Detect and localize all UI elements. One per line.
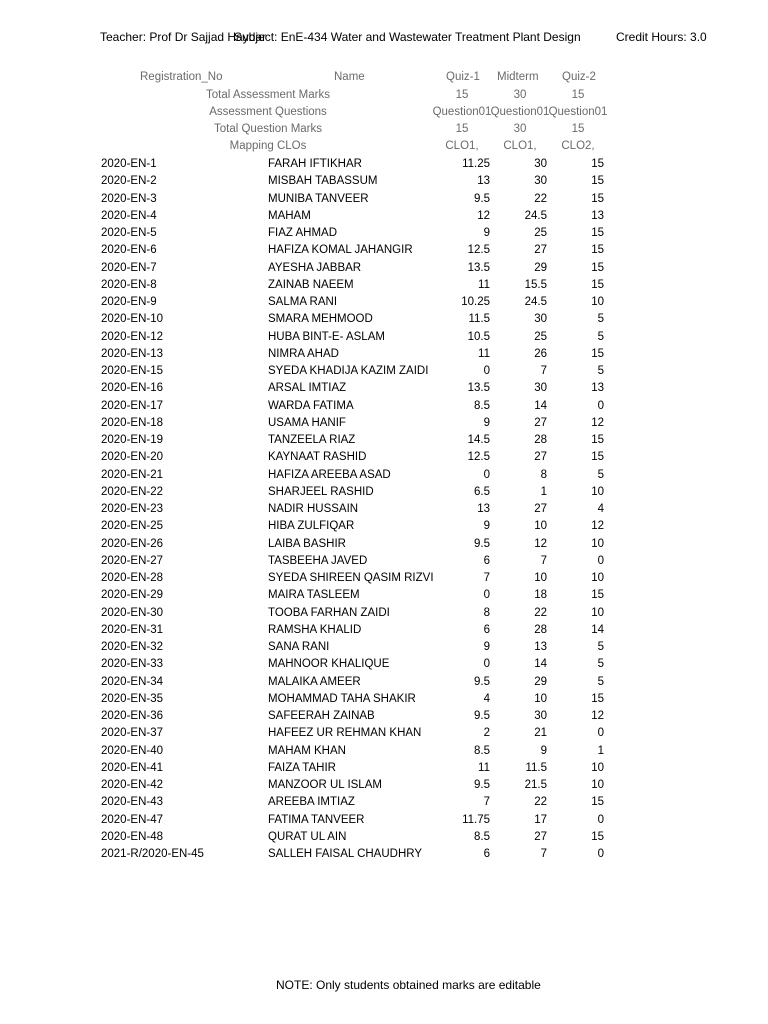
table-row [0,156,768,173]
meta-label: Mapping CLOs [229,140,307,152]
student-name-cell: TASBEEHA JAVED [268,554,368,567]
quiz2-mark-cell[interactable]: 4 [597,503,604,515]
midterm-mark-cell[interactable]: 21 [534,727,547,740]
quiz2-mark-cell[interactable]: 15 [591,261,604,274]
quiz1-mark-cell[interactable]: 9 [483,416,490,429]
meta-quiz2: CLO2, [561,140,595,152]
student-name-cell: FARAH IFTIKHAR [268,158,362,170]
quiz2-mark-cell[interactable]: 15 [591,589,604,602]
table-row [0,329,768,346]
student-name-cell: USAMA HANIF [268,416,346,429]
meta-quiz2: Question01 [548,106,608,118]
student-name-cell: HUBA BINT-E- ASLAM [268,330,385,343]
registration-cell: 2020-EN-17 [101,399,164,412]
registration-cell: 2020-EN-47 [101,813,164,826]
quiz1-mark-cell[interactable]: 8.5 [474,830,490,843]
midterm-mark-cell[interactable]: 25 [534,227,547,239]
quiz2-mark-cell[interactable]: 15 [591,830,604,843]
registration-cell: 2020-EN-3 [101,192,157,205]
quiz2-mark-cell[interactable]: 10 [591,296,604,308]
table-row [0,380,768,397]
student-name-cell: NIMRA AHAD [268,347,339,360]
student-name-cell: HAFEEZ UR REHMAN KHAN [268,727,422,740]
meta-label: Assessment Questions [209,106,327,118]
student-name-cell: SANA RANI [268,641,330,653]
table-row [0,432,768,449]
quiz1-mark-cell[interactable]: 14.5 [467,434,490,446]
quiz2-mark-cell[interactable]: 15 [591,158,604,170]
quiz2-mark-cell[interactable]: 13 [591,382,604,395]
table-row [0,501,768,518]
quiz2-mark-cell[interactable]: 15 [591,451,604,464]
quiz2-mark-cell[interactable]: 0 [597,848,604,860]
student-name-cell: ZAINAB NAEEM [268,278,354,291]
student-name-cell: MUNIBA TANVEER [268,192,369,205]
table-row [0,777,768,794]
quiz2-mark-cell[interactable]: 1 [597,744,604,757]
midterm-mark-cell[interactable]: 15.5 [524,278,547,291]
midterm-mark-cell[interactable]: 25 [534,330,547,343]
midterm-mark-cell[interactable]: 30 [534,710,547,722]
registration-cell: 2020-EN-13 [101,347,164,360]
registration-cell: 2020-EN-7 [101,261,157,274]
quiz1-mark-cell[interactable]: 9 [483,641,490,653]
midterm-mark-cell[interactable]: 27 [534,416,547,429]
meta-label: Total Assessment Marks [206,89,330,101]
table-row [0,208,768,225]
quiz2-mark-cell[interactable]: 10 [591,779,604,791]
midterm-mark-cell[interactable]: 14 [534,399,547,412]
table-row [0,449,768,466]
table-row [0,363,768,380]
table-row [0,518,768,535]
quiz2-mark-cell[interactable]: 0 [597,727,604,740]
meta-quiz1: Question01 [432,106,492,118]
registration-cell: 2020-EN-32 [101,641,164,653]
table-row [0,725,768,742]
registration-cell: 2020-EN-20 [101,451,164,464]
quiz2-mark-cell[interactable]: 5 [597,658,604,671]
student-name-cell: MISBAH TABASSUM [268,175,378,188]
table-row [0,553,768,570]
table-row [0,743,768,760]
student-name-cell: HAFIZA KOMAL JAHANGIR [268,244,413,257]
registration-cell: 2020-EN-2 [101,175,157,188]
table-row [0,260,768,277]
midterm-mark-cell[interactable]: 11.5 [525,761,547,774]
quiz1-mark-cell[interactable]: 11.25 [462,158,490,170]
table-row [0,639,768,656]
quiz1-mark-cell[interactable]: 6 [483,848,490,860]
registration-cell: 2020-EN-23 [101,503,164,515]
student-name-cell: FIAZ AHMAD [268,227,338,239]
quiz2-mark-cell[interactable]: 5 [597,675,604,688]
quiz1-mark-cell[interactable]: 8.5 [474,399,490,412]
quiz1-mark-cell[interactable]: 0 [483,589,490,602]
student-name-cell: SALMA RANI [268,296,338,308]
quiz1-mark-cell[interactable]: 11.5 [468,313,490,326]
student-name-cell: HIBA ZULFIQAR [268,520,355,533]
midterm-mark-cell[interactable]: 12 [534,537,547,550]
quiz2-mark-cell[interactable]: 15 [591,175,604,188]
midterm-mark-cell[interactable]: 9 [540,744,547,757]
quiz2-mark-cell[interactable]: 15 [591,796,604,809]
quiz1-mark-cell[interactable]: 9.5 [474,779,490,791]
quiz2-mark-cell[interactable]: 14 [591,623,604,636]
quiz2-mark-cell[interactable]: 10 [591,537,604,550]
midterm-mark-cell[interactable]: 28 [534,623,547,636]
quiz1-mark-cell[interactable]: 9.5 [474,710,490,722]
midterm-mark-cell[interactable]: 27 [534,451,547,464]
quiz1-mark-cell[interactable]: 8.5 [474,744,490,757]
midterm-mark-cell[interactable]: 14 [534,658,547,671]
quiz2-mark-cell[interactable]: 15 [591,192,604,205]
quiz2-mark-cell[interactable]: 12 [591,520,604,533]
midterm-mark-cell[interactable]: 26 [534,347,547,360]
student-name-cell: QURAT UL AIN [268,830,347,843]
midterm-mark-cell[interactable]: 7 [540,365,547,377]
table-row [0,484,768,501]
table-row [0,794,768,811]
quiz1-mark-cell[interactable]: 11.75 [462,813,490,826]
student-name-cell: MAIRA TASLEEM [268,589,360,602]
table-row [0,311,768,328]
midterm-mark-cell[interactable]: 22 [534,192,547,205]
registration-cell: 2020-EN-5 [101,227,157,239]
column-header-quiz1: Quiz-1 [446,71,480,83]
table-row [0,225,768,242]
quiz1-mark-cell[interactable]: 9.5 [474,675,490,688]
quiz2-mark-cell[interactable]: 15 [591,278,604,291]
student-name-cell: ARSAL IMTIAZ [268,382,347,395]
quiz1-mark-cell[interactable]: 9.5 [474,537,490,550]
registration-cell: 2020-EN-43 [101,796,164,809]
midterm-mark-cell[interactable]: 24.5 [524,296,547,308]
midterm-mark-cell[interactable]: 1 [540,485,547,498]
quiz2-mark-cell[interactable]: 0 [597,813,604,826]
midterm-mark-cell[interactable]: 30 [534,313,547,326]
midterm-mark-cell[interactable]: 30 [534,382,547,395]
quiz1-mark-cell[interactable]: 9 [483,520,490,533]
quiz1-mark-cell[interactable]: 12.5 [467,244,490,257]
table-row [0,829,768,846]
quiz1-mark-cell[interactable]: 9.5 [474,192,490,205]
student-name-cell: AYESHA JABBAR [268,261,362,274]
quiz1-mark-cell[interactable]: 12.5 [467,451,490,464]
registration-cell: 2020-EN-40 [101,744,164,757]
midterm-mark-cell[interactable]: 28 [534,434,547,446]
quiz1-mark-cell[interactable]: 0 [483,658,490,671]
meta-midterm: CLO1, [503,140,537,152]
quiz1-mark-cell[interactable]: 11 [478,761,490,774]
registration-cell: 2020-EN-48 [101,830,164,843]
table-row [0,812,768,829]
table-row [0,294,768,311]
registration-cell: 2020-EN-27 [101,554,164,567]
quiz1-mark-cell[interactable]: 0 [483,468,490,481]
quiz1-mark-cell[interactable]: 12 [477,209,490,222]
student-name-cell: SAFEERAH ZAINAB [268,710,375,722]
quiz2-mark-cell[interactable]: 13 [591,209,604,222]
student-name-cell: SMARA MEHMOOD [268,313,373,326]
registration-cell: 2020-EN-28 [101,572,164,584]
quiz2-mark-cell[interactable]: 5 [597,468,604,481]
meta-quiz1: 15 [455,89,469,101]
student-name-cell: FAIZA TAHIR [268,761,336,774]
column-header-registration: Registration_No [140,71,223,83]
student-name-cell: MALAIKA AMEER [268,675,361,688]
quiz2-mark-cell[interactable]: 5 [597,365,604,377]
table-row [0,708,768,725]
student-name-cell: SALLEH FAISAL CHAUDHRY [268,848,423,860]
table-row [0,846,768,863]
quiz2-mark-cell[interactable]: 0 [597,399,604,412]
table-row [0,398,768,415]
quiz2-mark-cell[interactable]: 10 [591,485,604,498]
quiz2-mark-cell[interactable]: 15 [591,434,604,446]
registration-cell: 2020-EN-22 [101,485,164,498]
student-name-cell: KAYNAAT RASHID [268,451,367,464]
registration-cell: 2021-R/2020-EN-45 [101,848,204,860]
registration-cell: 2020-EN-10 [101,313,164,326]
meta-quiz1: CLO1, [445,140,479,152]
quiz1-mark-cell[interactable]: 13 [477,503,490,515]
registration-cell: 2020-EN-8 [101,278,157,291]
registration-cell: 2020-EN-9 [101,296,157,308]
table-row [0,346,768,363]
table-row [0,691,768,708]
registration-cell: 2020-EN-12 [101,330,164,343]
quiz2-mark-cell[interactable]: 15 [591,244,604,257]
midterm-mark-cell[interactable]: 29 [534,261,547,274]
quiz1-mark-cell[interactable]: 10.5 [467,330,490,343]
quiz1-mark-cell[interactable]: 7 [483,572,490,584]
registration-cell: 2020-EN-37 [101,727,164,740]
quiz1-mark-cell[interactable]: 13.5 [467,261,490,274]
table-row [0,415,768,432]
student-name-cell: MAHNOOR KHALIQUE [268,658,390,671]
midterm-mark-cell[interactable]: 27 [534,830,547,843]
student-name-cell: TANZEELA RIAZ [268,434,356,446]
table-row [0,191,768,208]
editable-note: NOTE: Only students obtained marks are editable [276,978,541,992]
registration-cell: 2020-EN-29 [101,589,164,602]
student-name-cell: HAFIZA AREEBA ASAD [268,468,391,481]
table-row [0,605,768,622]
student-name-cell: LAIBA BASHIR [268,537,346,550]
student-name-cell: FATIMA TANVEER [268,813,365,826]
student-name-cell: MANZOOR UL ISLAM [268,779,382,791]
midterm-mark-cell[interactable]: 8 [540,468,547,481]
student-name-cell: MAHAM [268,209,311,222]
registration-cell: 2020-EN-21 [101,468,164,481]
midterm-mark-cell[interactable]: 22 [534,796,547,809]
midterm-mark-cell[interactable]: 24.5 [524,209,547,222]
midterm-mark-cell[interactable]: 21.5 [524,779,547,791]
column-header-midterm: Midterm [497,71,539,83]
credit-hours-label: Credit Hours: 3.0 [616,30,707,44]
midterm-mark-cell[interactable]: 30 [534,175,547,188]
meta-midterm: 30 [513,89,527,101]
quiz1-mark-cell[interactable]: 2 [483,727,490,740]
quiz1-mark-cell[interactable]: 11 [478,347,490,360]
quiz1-mark-cell[interactable]: 11 [478,278,490,291]
quiz2-mark-cell[interactable]: 5 [597,313,604,326]
registration-cell: 2020-EN-18 [101,416,164,429]
student-name-cell: MAHAM KHAN [268,744,346,757]
midterm-mark-cell[interactable]: 29 [534,675,547,688]
table-row [0,656,768,673]
meta-midterm: Question01 [490,106,550,118]
quiz2-mark-cell[interactable]: 5 [597,330,604,343]
teacher-label: Teacher: Prof Dr Sajjad Haydar [100,30,267,44]
registration-cell: 2020-EN-25 [101,520,164,533]
table-row [0,277,768,294]
quiz1-mark-cell[interactable]: 10.25 [461,296,490,308]
midterm-mark-cell[interactable]: 27 [534,244,547,257]
registration-cell: 2020-EN-4 [101,209,157,222]
meta-quiz1: 15 [455,123,469,135]
quiz2-mark-cell[interactable]: 15 [591,347,604,360]
quiz1-mark-cell[interactable]: 6 [483,623,490,636]
table-row [0,536,768,553]
table-row [0,242,768,259]
subject-label: Subject: EnE-434 Water and Wastewater Treatment Plant Design [234,30,581,44]
quiz2-mark-cell[interactable]: 10 [591,761,604,774]
quiz1-mark-cell[interactable]: 4 [483,692,490,705]
quiz2-mark-cell[interactable]: 15 [591,692,604,705]
registration-cell: 2020-EN-33 [101,658,164,671]
registration-cell: 2020-EN-36 [101,710,164,722]
registration-cell: 2020-EN-16 [101,382,164,395]
midterm-mark-cell[interactable]: 10 [534,572,547,584]
midterm-mark-cell[interactable]: 27 [534,503,547,515]
midterm-mark-cell[interactable]: 30 [534,158,547,170]
quiz1-mark-cell[interactable]: 8 [483,606,490,619]
midterm-mark-cell[interactable]: 18 [534,589,547,602]
table-row [0,622,768,639]
midterm-mark-cell[interactable]: 17 [534,813,547,826]
quiz2-mark-cell[interactable]: 10 [591,572,604,584]
registration-cell: 2020-EN-15 [101,365,164,377]
registration-cell: 2020-EN-41 [101,761,164,774]
student-name-cell: TOOBA FARHAN ZAIDI [268,606,390,619]
quiz2-mark-cell[interactable]: 12 [591,710,604,722]
registration-cell: 2020-EN-1 [101,158,157,170]
quiz1-mark-cell[interactable]: 13 [477,175,490,188]
registration-cell: 2020-EN-42 [101,779,164,791]
student-name-cell: RAMSHA KHALID [268,623,362,636]
registration-cell: 2020-EN-35 [101,692,164,705]
registration-cell: 2020-EN-34 [101,675,164,688]
student-name-cell: SYEDA KHADIJA KAZIM ZAIDI [268,365,429,377]
student-name-cell: WARDA FATIMA [268,399,354,412]
student-name-cell: MOHAMMAD TAHA SHAKIR [268,692,416,705]
quiz1-mark-cell[interactable]: 6.5 [474,485,490,498]
midterm-mark-cell[interactable]: 10 [534,692,547,705]
table-row [0,760,768,777]
table-row [0,674,768,691]
quiz2-mark-cell[interactable]: 15 [591,227,604,239]
meta-quiz2: 15 [571,123,585,135]
registration-cell: 2020-EN-30 [101,606,164,619]
registration-cell: 2020-EN-19 [101,434,164,446]
quiz1-mark-cell[interactable]: 13.5 [467,382,490,395]
column-header-quiz2: Quiz-2 [562,71,596,83]
quiz2-mark-cell[interactable]: 0 [597,554,604,567]
column-header-name: Name [334,71,365,83]
meta-quiz2: 15 [571,89,585,101]
quiz2-mark-cell[interactable]: 10 [591,606,604,619]
quiz1-mark-cell[interactable]: 0 [483,365,490,377]
midterm-mark-cell[interactable]: 22 [534,606,547,619]
midterm-mark-cell[interactable]: 7 [540,848,547,860]
midterm-mark-cell[interactable]: 7 [540,554,547,567]
table-row [0,570,768,587]
table-row [0,467,768,484]
quiz2-mark-cell[interactable]: 5 [597,641,604,653]
quiz1-mark-cell[interactable]: 9 [483,227,490,239]
midterm-mark-cell[interactable]: 13 [534,641,547,653]
registration-cell: 2020-EN-26 [101,537,164,550]
registration-cell: 2020-EN-31 [101,623,164,636]
quiz1-mark-cell[interactable]: 7 [483,796,490,809]
table-row [0,173,768,190]
meta-midterm: 30 [513,123,527,135]
registration-cell: 2020-EN-6 [101,244,157,257]
quiz1-mark-cell[interactable]: 6 [483,554,490,567]
midterm-mark-cell[interactable]: 10 [534,520,547,533]
student-name-cell: SHARJEEL RASHID [268,485,374,498]
student-name-cell: SYEDA SHIREEN QASIM RIZVI [268,572,434,584]
student-name-cell: NADIR HUSSAIN [268,503,359,515]
quiz2-mark-cell[interactable]: 12 [591,416,604,429]
table-row [0,587,768,604]
meta-label: Total Question Marks [213,123,323,135]
student-name-cell: AREEBA IMTIAZ [268,796,355,809]
